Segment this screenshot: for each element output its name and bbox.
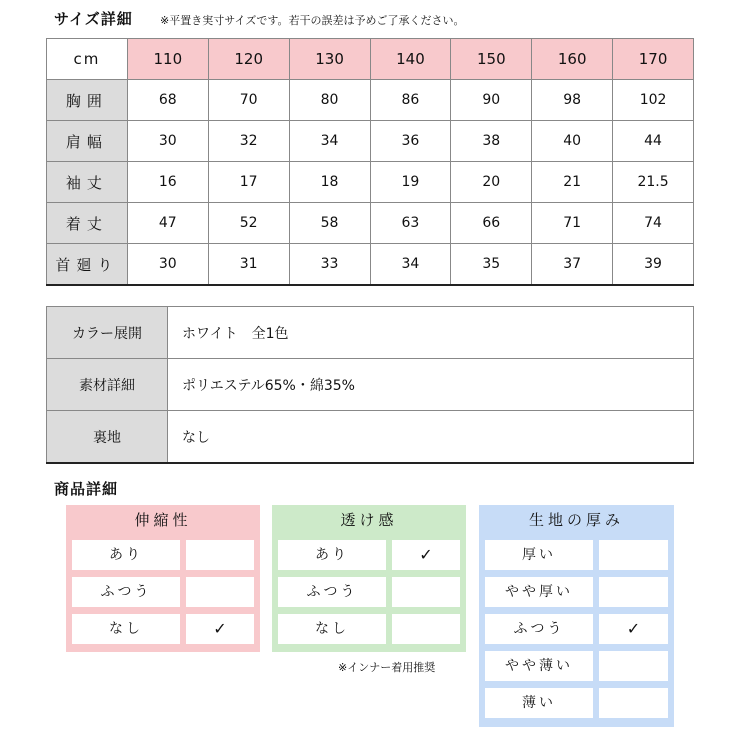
size-note: ※平置き実寸サイズです。若干の誤差は予めご了承ください。 — [160, 14, 465, 27]
size-cell: 21 — [532, 162, 613, 203]
sheer-title: 透け感 — [340, 511, 398, 529]
size-cell: 19 — [370, 162, 451, 203]
sheer-mark-normal — [392, 577, 460, 607]
info-row-lining — [47, 411, 694, 464]
size-cell: 16 — [127, 162, 208, 203]
thickness-option-thin: 薄い — [485, 688, 593, 718]
size-row-neck — [47, 244, 694, 286]
size-header-150: 150 — [451, 39, 532, 80]
size-cell: 34 — [289, 121, 370, 162]
sheer-option-normal: ふつう — [278, 577, 386, 607]
stretch-mark-yes — [186, 540, 254, 570]
size-header-130: 130 — [289, 39, 370, 80]
row-label-shoulder: 肩幅 — [47, 121, 128, 162]
detail-heading: 商品詳細 — [54, 480, 119, 498]
row-label-length: 着丈 — [47, 203, 128, 244]
info-label-lining: 裏地 — [47, 411, 168, 464]
size-header-110: 110 — [127, 39, 208, 80]
row-label-sleeve: 袖丈 — [47, 162, 128, 203]
size-table — [46, 38, 694, 286]
size-cell: 34 — [370, 244, 451, 286]
size-cell: 74 — [613, 203, 694, 244]
stretch-option-normal: ふつう — [72, 577, 180, 607]
stretch-mark-normal — [186, 577, 254, 607]
size-cell: 39 — [613, 244, 694, 286]
size-cell: 32 — [208, 121, 289, 162]
unit-cell: cm — [47, 39, 128, 80]
info-label-material: 素材詳細 — [47, 359, 168, 411]
size-cell: 63 — [370, 203, 451, 244]
stretch-title: 伸縮性 — [134, 511, 192, 529]
sheer-mark-none — [392, 614, 460, 644]
info-row-material — [47, 359, 694, 411]
thickness-mark-normal: ✓ — [599, 614, 668, 644]
size-header-140: 140 — [370, 39, 451, 80]
size-cell: 21.5 — [613, 162, 694, 203]
sheer-box — [272, 505, 466, 652]
size-row-length — [47, 203, 694, 244]
info-value-color: ホワイト 全1色 — [168, 307, 694, 359]
size-row-shoulder — [47, 121, 694, 162]
info-value-material: ポリエステル65%・綿35% — [168, 359, 694, 411]
size-heading: サイズ詳細 — [54, 10, 133, 28]
size-cell: 17 — [208, 162, 289, 203]
size-cell: 36 — [370, 121, 451, 162]
size-cell: 52 — [208, 203, 289, 244]
size-cell: 35 — [451, 244, 532, 286]
size-row-sleeve — [47, 162, 694, 203]
size-cell: 90 — [451, 80, 532, 121]
stretch-option-yes: あり — [72, 540, 180, 570]
size-header-160: 160 — [532, 39, 613, 80]
size-cell: 80 — [289, 80, 370, 121]
size-cell: 44 — [613, 121, 694, 162]
size-cell: 58 — [289, 203, 370, 244]
size-cell: 20 — [451, 162, 532, 203]
size-cell: 102 — [613, 80, 694, 121]
stretch-option-none: なし — [72, 614, 180, 644]
size-cell: 37 — [532, 244, 613, 286]
thickness-box — [479, 505, 674, 727]
stretch-mark-none: ✓ — [186, 614, 254, 644]
size-cell: 66 — [451, 203, 532, 244]
inner-wear-footnote: ※インナー着用推奨 — [338, 661, 436, 674]
sheer-option-none: なし — [278, 614, 386, 644]
info-value-lining: なし — [168, 411, 694, 464]
size-cell: 47 — [127, 203, 208, 244]
thickness-mark-slightly-thin — [599, 651, 668, 681]
thickness-title: 生地の厚み — [528, 511, 624, 529]
size-cell: 31 — [208, 244, 289, 286]
size-header-170: 170 — [613, 39, 694, 80]
size-cell: 40 — [532, 121, 613, 162]
size-header-120: 120 — [208, 39, 289, 80]
sheer-mark-yes: ✓ — [392, 540, 460, 570]
row-label-neck: 首廻り — [47, 244, 128, 286]
size-cell: 98 — [532, 80, 613, 121]
stretch-box — [66, 505, 260, 652]
row-label-chest: 胸囲 — [47, 80, 128, 121]
thickness-mark-thick — [599, 540, 668, 570]
thickness-option-normal: ふつう — [485, 614, 593, 644]
size-cell: 70 — [208, 80, 289, 121]
size-cell: 18 — [289, 162, 370, 203]
size-row-chest — [47, 80, 694, 121]
info-label-color: カラー展開 — [47, 307, 168, 359]
size-cell: 71 — [532, 203, 613, 244]
size-header-row — [47, 39, 694, 80]
thickness-option-slightly-thick: やや厚い — [485, 577, 593, 607]
info-table — [46, 306, 694, 464]
info-row-color — [47, 307, 694, 359]
size-cell: 38 — [451, 121, 532, 162]
thickness-option-thick: 厚い — [485, 540, 593, 570]
size-cell: 30 — [127, 121, 208, 162]
size-cell: 33 — [289, 244, 370, 286]
size-cell: 68 — [127, 80, 208, 121]
size-cell: 86 — [370, 80, 451, 121]
sheer-option-yes: あり — [278, 540, 386, 570]
size-cell: 30 — [127, 244, 208, 286]
thickness-mark-slightly-thick — [599, 577, 668, 607]
thickness-option-slightly-thin: やや薄い — [485, 651, 593, 681]
thickness-mark-thin — [599, 688, 668, 718]
